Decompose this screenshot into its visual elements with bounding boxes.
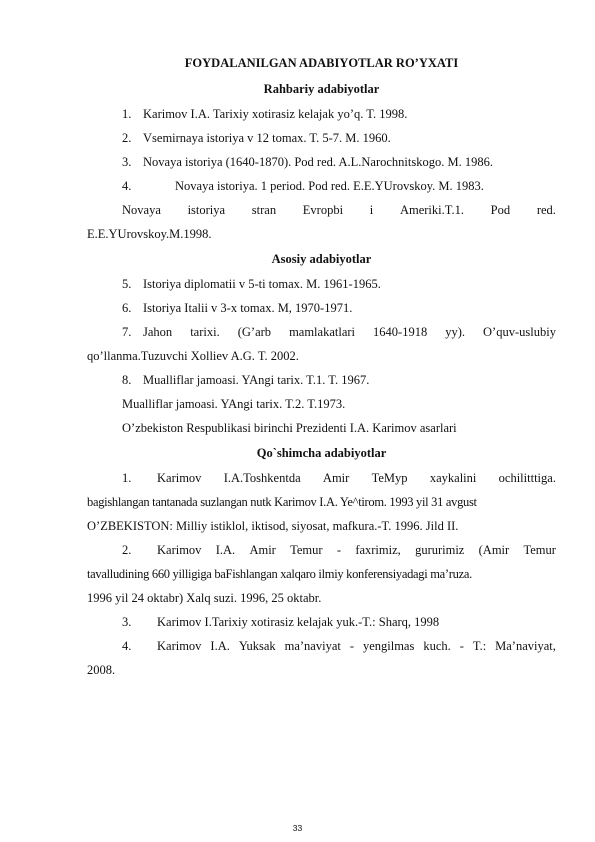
paragraph-line: Novaya istoriya stran Evropbi i Ameriki.T.1. Pod red. <box>122 203 556 217</box>
page-number: 33 <box>292 823 303 833</box>
list-item-number: 8. <box>122 373 132 387</box>
list-item-text-continued: qo’llanma.Tuzuvchi Xolliev A.G. T. 2002. <box>87 349 299 363</box>
list-item-number: 3. <box>122 155 132 169</box>
list-item-text: Karimov I.A. Tarixiy xotirasiz kelajak yo’q. T. 1998. <box>143 107 408 121</box>
section-heading-qoshimcha: Qo`shimcha adabiyotlar <box>256 446 387 460</box>
list-item-text: Vsemirnaya istoriya v 12 tomax. T. 5-7. M. 1960. <box>143 131 391 145</box>
list-item-number: 4. <box>122 179 132 193</box>
paragraph-line: Mualliflar jamoasi. YAngi tarix. T.2. T.1973. <box>122 397 346 411</box>
list-item-text: Karimov I.A. Amir Temur - faxrimiz, gururimiz (Amir Temur <box>157 543 556 557</box>
list-item-text: Karimov I.A.Toshkentda Amir TeMyp xaykalini ochilitttiga. <box>157 471 556 485</box>
paragraph-line: O’zbekiston Respublikasi birinchi Prezidenti I.A. Karimov asarlari <box>122 421 457 435</box>
section-heading-asosiy: Asosiy adabiyotlar <box>271 252 372 266</box>
list-item-number: 5. <box>122 277 132 291</box>
list-item-text: Karimov I.Tarixiy xotirasiz kelajak yuk.-T.: Sharq, 1998 <box>157 615 440 629</box>
list-item-text-continued: tavalludining 660 yilligiga baFishlangan xalqaro ilmiy konferensiyadagi ma’ruza. <box>87 567 472 581</box>
list-item-text-continued: bagishlangan tantanada suzlangan nutk Karimov I.A. Ye^tirom. 1993 yil 31 avgust <box>87 495 477 509</box>
list-item-text: Novaya istoriya. 1 period. Pod red. E.E.YUrovskoy. M. 1983. <box>175 179 484 193</box>
list-item-number: 4. <box>122 639 132 653</box>
page-title: FOYDALANILGAN ADABIYOTLAR RO’YXATI <box>184 56 459 70</box>
paragraph-line: E.E.YUrovskoy.M.1998. <box>87 227 212 241</box>
list-item-number: 2. <box>122 543 132 557</box>
list-item-number: 1. <box>122 471 132 485</box>
list-item-number: 3. <box>122 615 132 629</box>
list-item-text: Mualliflar jamoasi. YAngi tarix. T.1. T. 1967. <box>143 373 370 387</box>
list-item-text: Novaya istoriya (1640-1870). Pod red. A.L.Narochnitskogo. M. 1986. <box>143 155 493 169</box>
list-item-number: 6. <box>122 301 132 315</box>
list-item-text: Karimov I.A. Yuksak ma’naviyat - yengilmas kuch. - T.: Ma’naviyat, <box>157 639 556 653</box>
list-item-text-continued: 2008. <box>87 663 116 677</box>
list-item-text: Istoriya diplomatii v 5-ti tomax. M. 1961-1965. <box>143 277 381 291</box>
list-item-number: 2. <box>122 131 132 145</box>
list-item-text-continued: 1996 yil 24 oktabr) Xalq suzi. 1996, 25 oktabr. <box>87 591 322 605</box>
list-item-text: Istoriya Italii v 3-x tomax. M, 1970-1971. <box>143 301 353 315</box>
list-item-number: 7. <box>122 325 132 339</box>
list-item-text-continued: O’ZBEKISTON: Milliy istiklol, iktisod, siyosat, mafkura.-T. 1996. Jild II. <box>87 519 459 533</box>
list-item-number: 1. <box>122 107 132 121</box>
list-item-text: Jahon tarixi. (G’arb mamlakatlari 1640-1918 yy). O’quv-uslubiy <box>143 325 556 339</box>
section-heading-rahbariy: Rahbariy adabiyotlar <box>263 82 380 96</box>
